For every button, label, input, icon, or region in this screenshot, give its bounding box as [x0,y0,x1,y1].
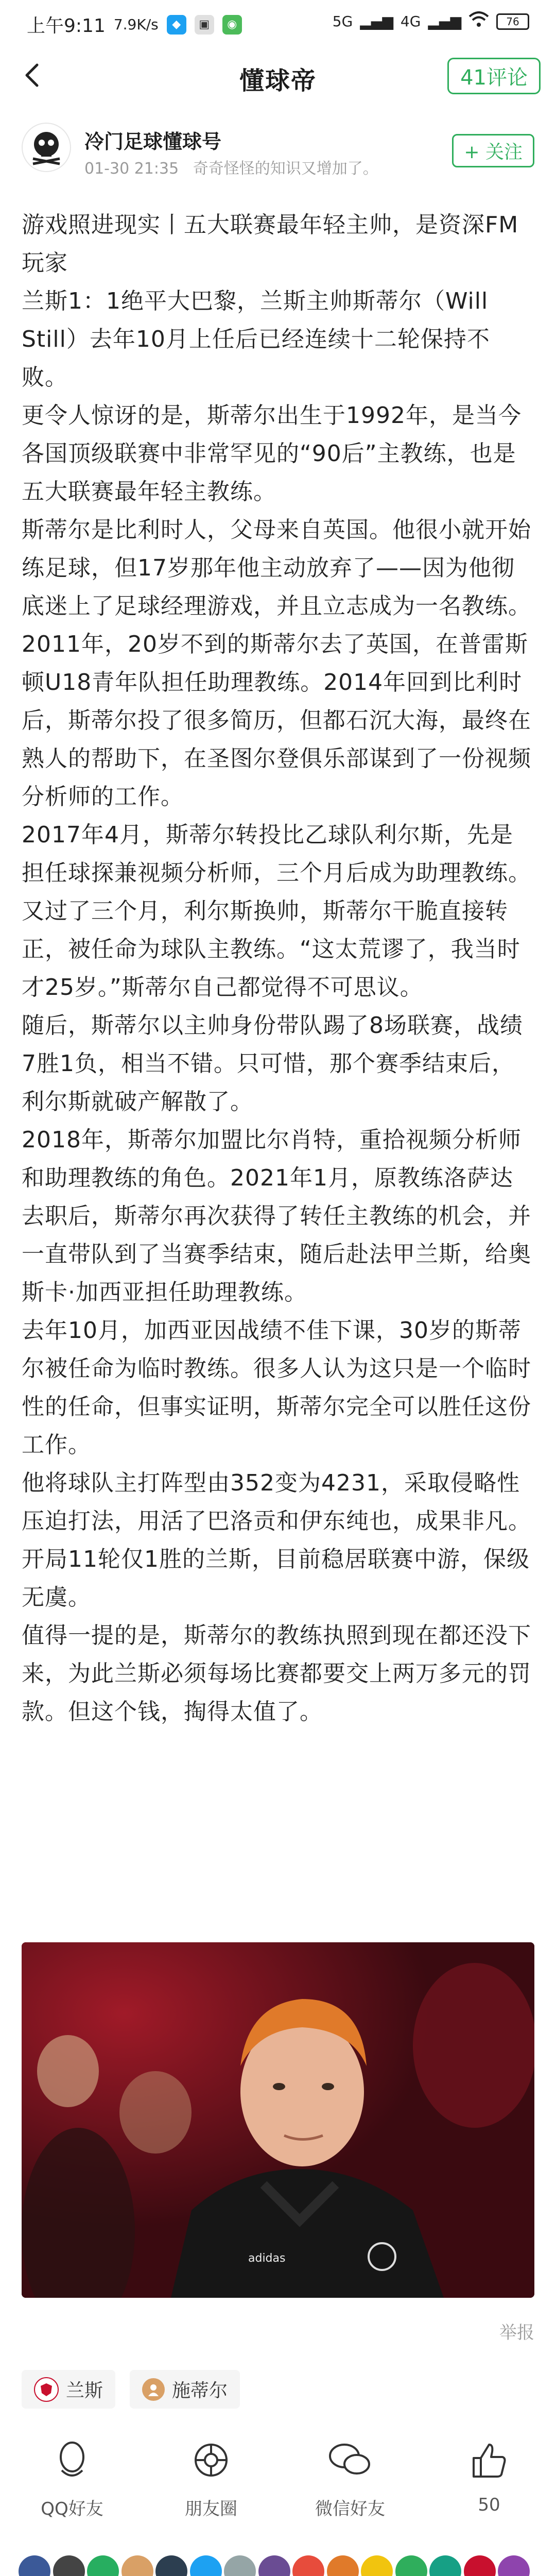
share-label: QQ好友 [41,2499,103,2519]
football-skull-logo-icon [26,127,67,168]
liker-avatar[interactable] [155,2555,187,2576]
status-left [27,11,242,38]
battery-icon: 76 [496,13,529,30]
person-icon [142,2378,165,2401]
notification-app-icon: ◉ [222,15,242,35]
signal-bars-icon: ▂▄▆ [428,13,461,30]
status-bar [0,0,556,46]
tag-label: 施蒂尔 [172,2380,228,2401]
share-moments-button[interactable] [160,2437,263,2520]
article-paragraph: 值得一提的是，斯蒂尔的教练执照到现在都还没下来，为此兰斯必须每场比赛都要交上两万多元的罚款。但这个钱，掏得太值了。 [22,1622,531,1725]
comments-count-button[interactable]: 41评论 [447,58,541,94]
article-paragraph: 2017年4月，斯蒂尔转投比乙球队利尔斯，先是担任球探兼视频分析师，三个月后成为助理教练。 [22,822,531,886]
liker-avatar[interactable] [224,2555,256,2576]
liker-avatar[interactable] [87,2555,119,2576]
post-date: 01-30 21:35 [84,160,179,178]
article-paragraph: 他将球队主打阵型由352变为4231，采取侵略性压迫打法，用活了巴洛贡和伊东纯也，成果非凡。开局11轮仅1胜的兰斯，目前稳居联赛中游，保级无虞。 [22,1470,531,1611]
liker-avatar[interactable] [498,2555,530,2576]
status-time: 上午9:11 [27,15,106,37]
share-label: 朋友圈 [185,2499,237,2519]
liker-avatar[interactable] [429,2555,461,2576]
tag-reims[interactable] [22,2370,115,2409]
author-name[interactable]: 冷门足球懂球号 [84,130,222,153]
thumb-up-icon [466,2437,512,2483]
author-header [0,118,556,185]
topic-tags [22,2370,240,2409]
article-paragraph: 又过了三个月，利尔斯换帅，斯蒂尔干脆直接转正，被任命为球队主教练。“这太荒谬了，我当时才25岁。”斯蒂尔自己都觉得不可思议。 [22,898,520,1001]
share-bar [0,2437,556,2540]
article-paragraph: 斯蒂尔是比利时人，父母来自英国。他很小就开始练足球，但17岁那年他主动放弃了——因为他彻底迷上了足球经理游戏，并且立志成为一名教练。 [22,517,531,619]
qq-icon [49,2437,95,2483]
wechat-icon [327,2437,373,2483]
moments-icon [188,2437,234,2483]
reims-crest-icon [34,2377,59,2402]
liker-avatar[interactable] [258,2555,290,2576]
network-speed: 7.9K/s [113,16,159,33]
liker-avatar[interactable] [19,2555,50,2576]
article-photo[interactable] [22,1942,534,2298]
liker-avatar[interactable] [361,2555,393,2576]
notification-app-icon: ◆ [167,15,186,35]
author-avatar[interactable] [22,123,71,172]
status-right [333,11,529,31]
article-paragraph: 更令人惊讶的是，斯蒂尔出生于1992年，是当今各国顶级联赛中非常罕见的“90后”主教练，也是五大联赛最年轻主教练。 [22,402,522,505]
article-body [22,206,534,1731]
notification-app-icon: ▣ [195,15,214,35]
liker-avatar[interactable] [190,2555,222,2576]
signal-4g: 4G [400,13,421,30]
tag-label: 兰斯 [66,2380,103,2401]
signal-5g: 5G [332,13,353,30]
article-paragraph: 2018年，斯蒂尔加盟比尔肖特，重拾视频分析师和助理教练的角色。2021年1月，原教练洛萨达去职后，斯蒂尔再次获得了转任主教练的机会，并一直带队到了当赛季结束，随后赴法甲兰斯，给奥斯卡·加西亚担任助理教练。 [22,1127,531,1306]
liker-avatar[interactable] [292,2555,324,2576]
article-paragraph: 2011年，20岁不到的斯蒂尔去了英国，在普雷斯顿U18青年队担任助理教练。2014年回到比利时后，斯蒂尔投了很多简历，但都石沉大海，最终在熟人的帮助下，在圣图尔登俱乐部谋到了一份视频分析师的工作。 [22,631,531,810]
like-count: 50 [478,2495,500,2515]
article-paragraph: 随后，斯蒂尔以主帅身份带队踢了8场联赛，战绩7胜1负，相当不错。只可惜，那个赛季结束后，利尔斯就破产解散了。 [22,1012,523,1115]
article-paragraph: 兰斯1：1绝平大巴黎，兰斯主帅斯蒂尔（Will Still）去年10月上任后已经连续十二轮保持不败。 [22,288,490,391]
signal-bars-icon: ▂▄▆ [360,13,393,30]
like-button[interactable] [438,2437,541,2515]
liker-avatar[interactable] [395,2555,427,2576]
liker-avatar[interactable] [53,2555,85,2576]
author-meta [84,156,388,178]
liker-avatar[interactable] [327,2555,359,2576]
share-wechat-button[interactable] [299,2437,402,2520]
article-paragraph: 游戏照进现实丨五大联赛最年轻主帅，是资深FM玩家 [22,212,519,276]
report-link[interactable]: 举报 [499,2323,534,2343]
share-qq-button[interactable] [21,2437,124,2520]
follow-button[interactable]: + 关注 [452,134,534,167]
title-bar [0,46,556,103]
liker-avatar[interactable] [121,2555,153,2576]
wifi-icon [468,11,489,31]
share-label: 微信好友 [315,2499,385,2519]
svg-text:adidas: adidas [248,2252,286,2265]
liker-avatar[interactable] [464,2555,496,2576]
tag-still[interactable] [130,2370,240,2409]
page-title: 懂球帝 [239,66,317,95]
liker-avatars-grid [19,2555,538,2576]
article-paragraph: 去年10月，加西亚因战绩不佳下课，30岁的斯蒂尔被任命为临时教练。很多人认为这只是一个临时性的任命，但事实证明，斯蒂尔完全可以胜任这份工作。 [22,1317,531,1458]
coach-photo-image [22,1942,534,2298]
author-tagline: 奇奇怪怪的知识又增加了。 [193,160,378,178]
